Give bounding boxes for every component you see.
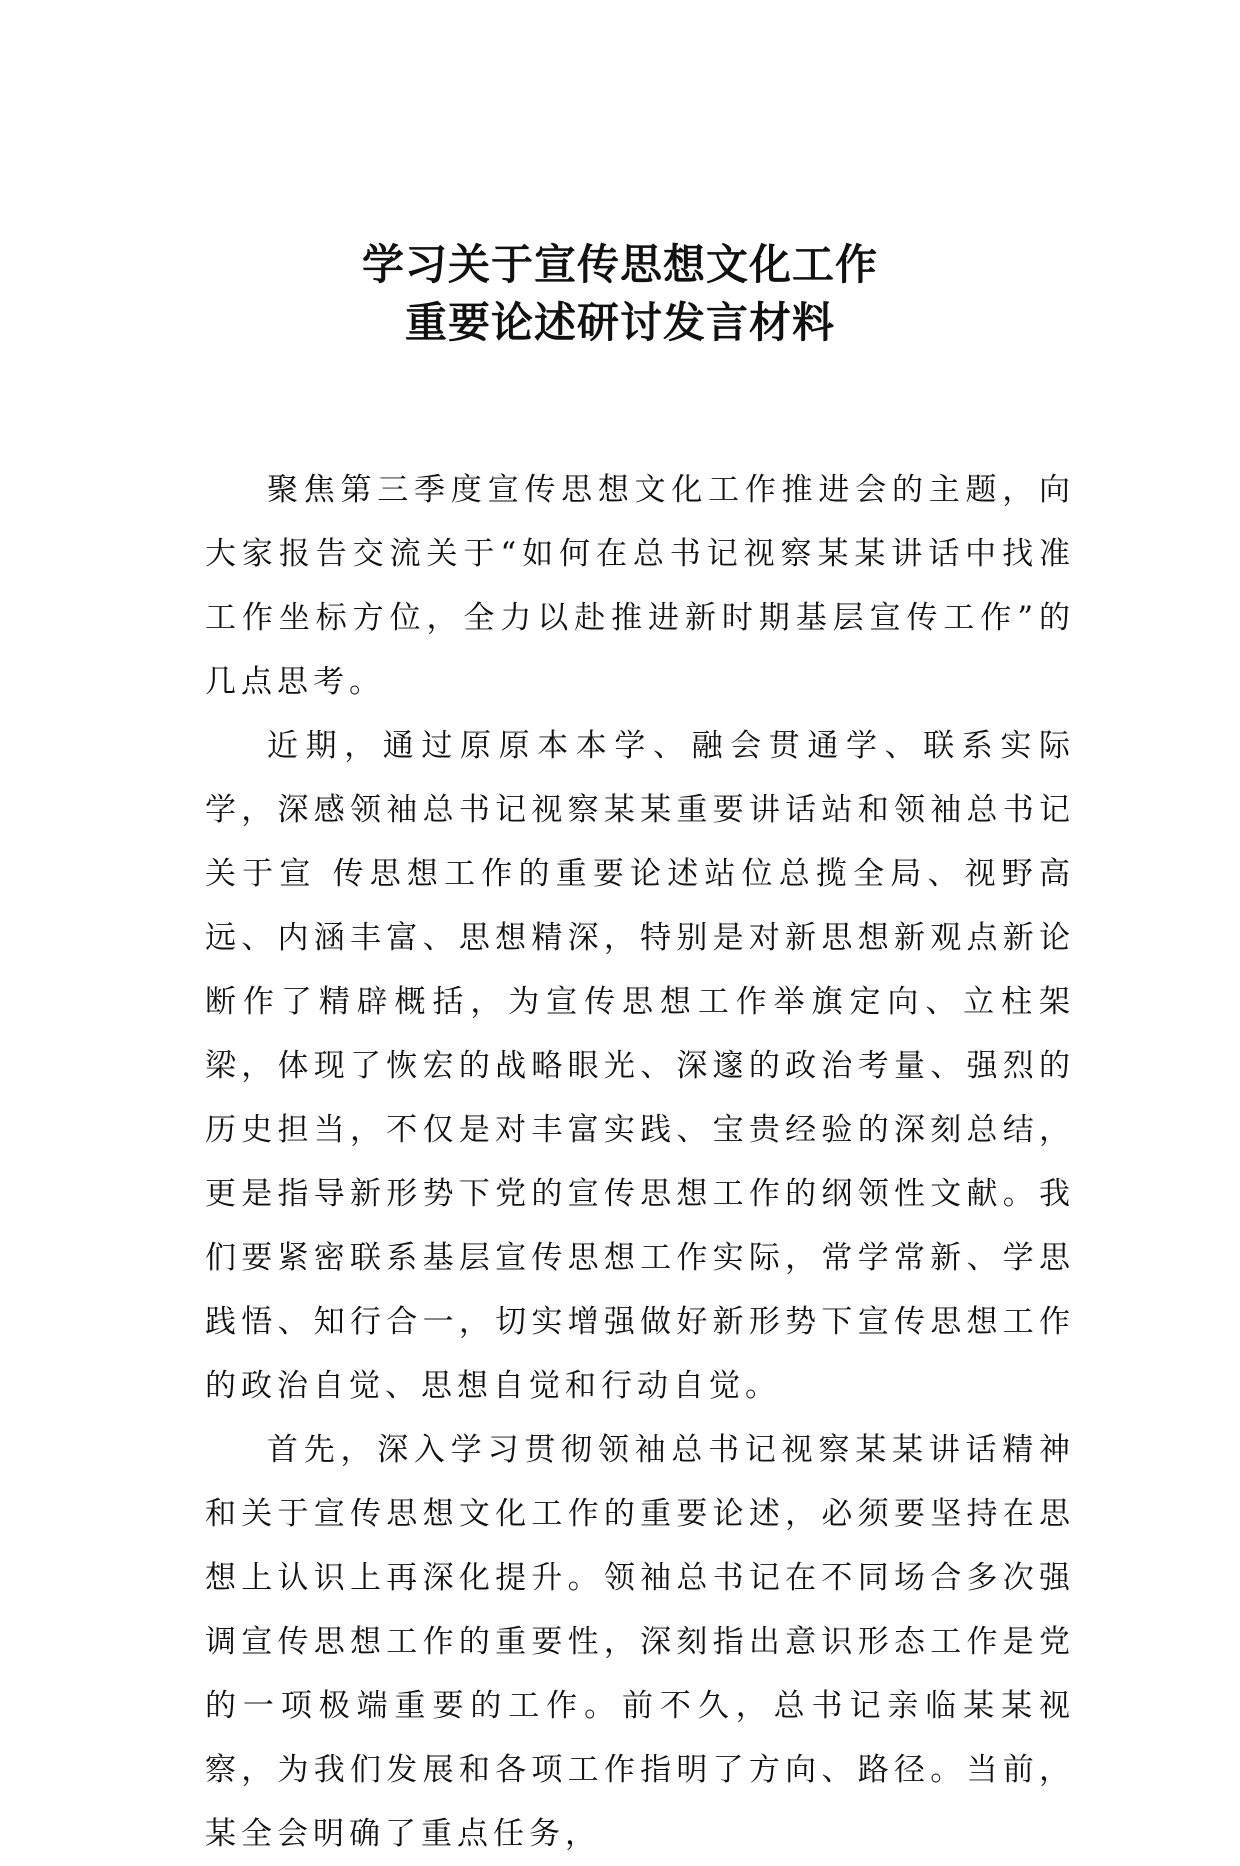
- paragraph-2: 近期，通过原原本本学、融会贯通学、联系实际学，深感领袖总书记视察某某重要讲话站和领袖总书记关于宣 传思想工作的重要论述站位总揽全局、视野高远、内涵丰富、思想精深，特别是对新思想新观点新论断作了精辟概括，为宣传思想工作举旗定向、立柱架梁，体现了恢宏的战略眼光、深邃的政治考量、强烈的历史担当，不仅是对丰富实践、宝贵经验的深刻总结，更是指导新形势下党的宣传思想工作的纲领性文献。我们要紧密联系基层宣传思想工作实际，常学常新、学思践悟、知行合一，切实增强做好新形势下宣传思想工作的政治自觉、思想自觉和行动自觉。: [205, 728, 1075, 1404]
- document-title: [0, 236, 1240, 352]
- title-line-1: 学习关于宣传思想文化工作: [361, 240, 878, 289]
- title-line-2: 重要论述研讨发言材料: [404, 298, 835, 347]
- document-body: [205, 458, 1075, 1866]
- paragraph-1: 聚焦第三季度宣传思想文化工作推进会的主题，向大家报告交流关于“如何在总书记视察某某讲话中找准工作坐标方位，全力以赴推进新时期基层宣传工作”的几点思考。: [205, 472, 1075, 700]
- paragraph-3: 首先，深入学习贯彻领袖总书记视察某某讲话精神和关于宣传思想文化工作的重要论述，必须要坚持在思想上认识上再深化提升。领袖总书记在不同场合多次强调宣传思想工作的重要性，深刻指出意识形态工作是党的一项极端重要的工作。前不久，总书记亲临某某视察，为我们发展和各项工作指明了方向、路径。当前，某全会明确了重点任务，: [205, 1432, 1075, 1852]
